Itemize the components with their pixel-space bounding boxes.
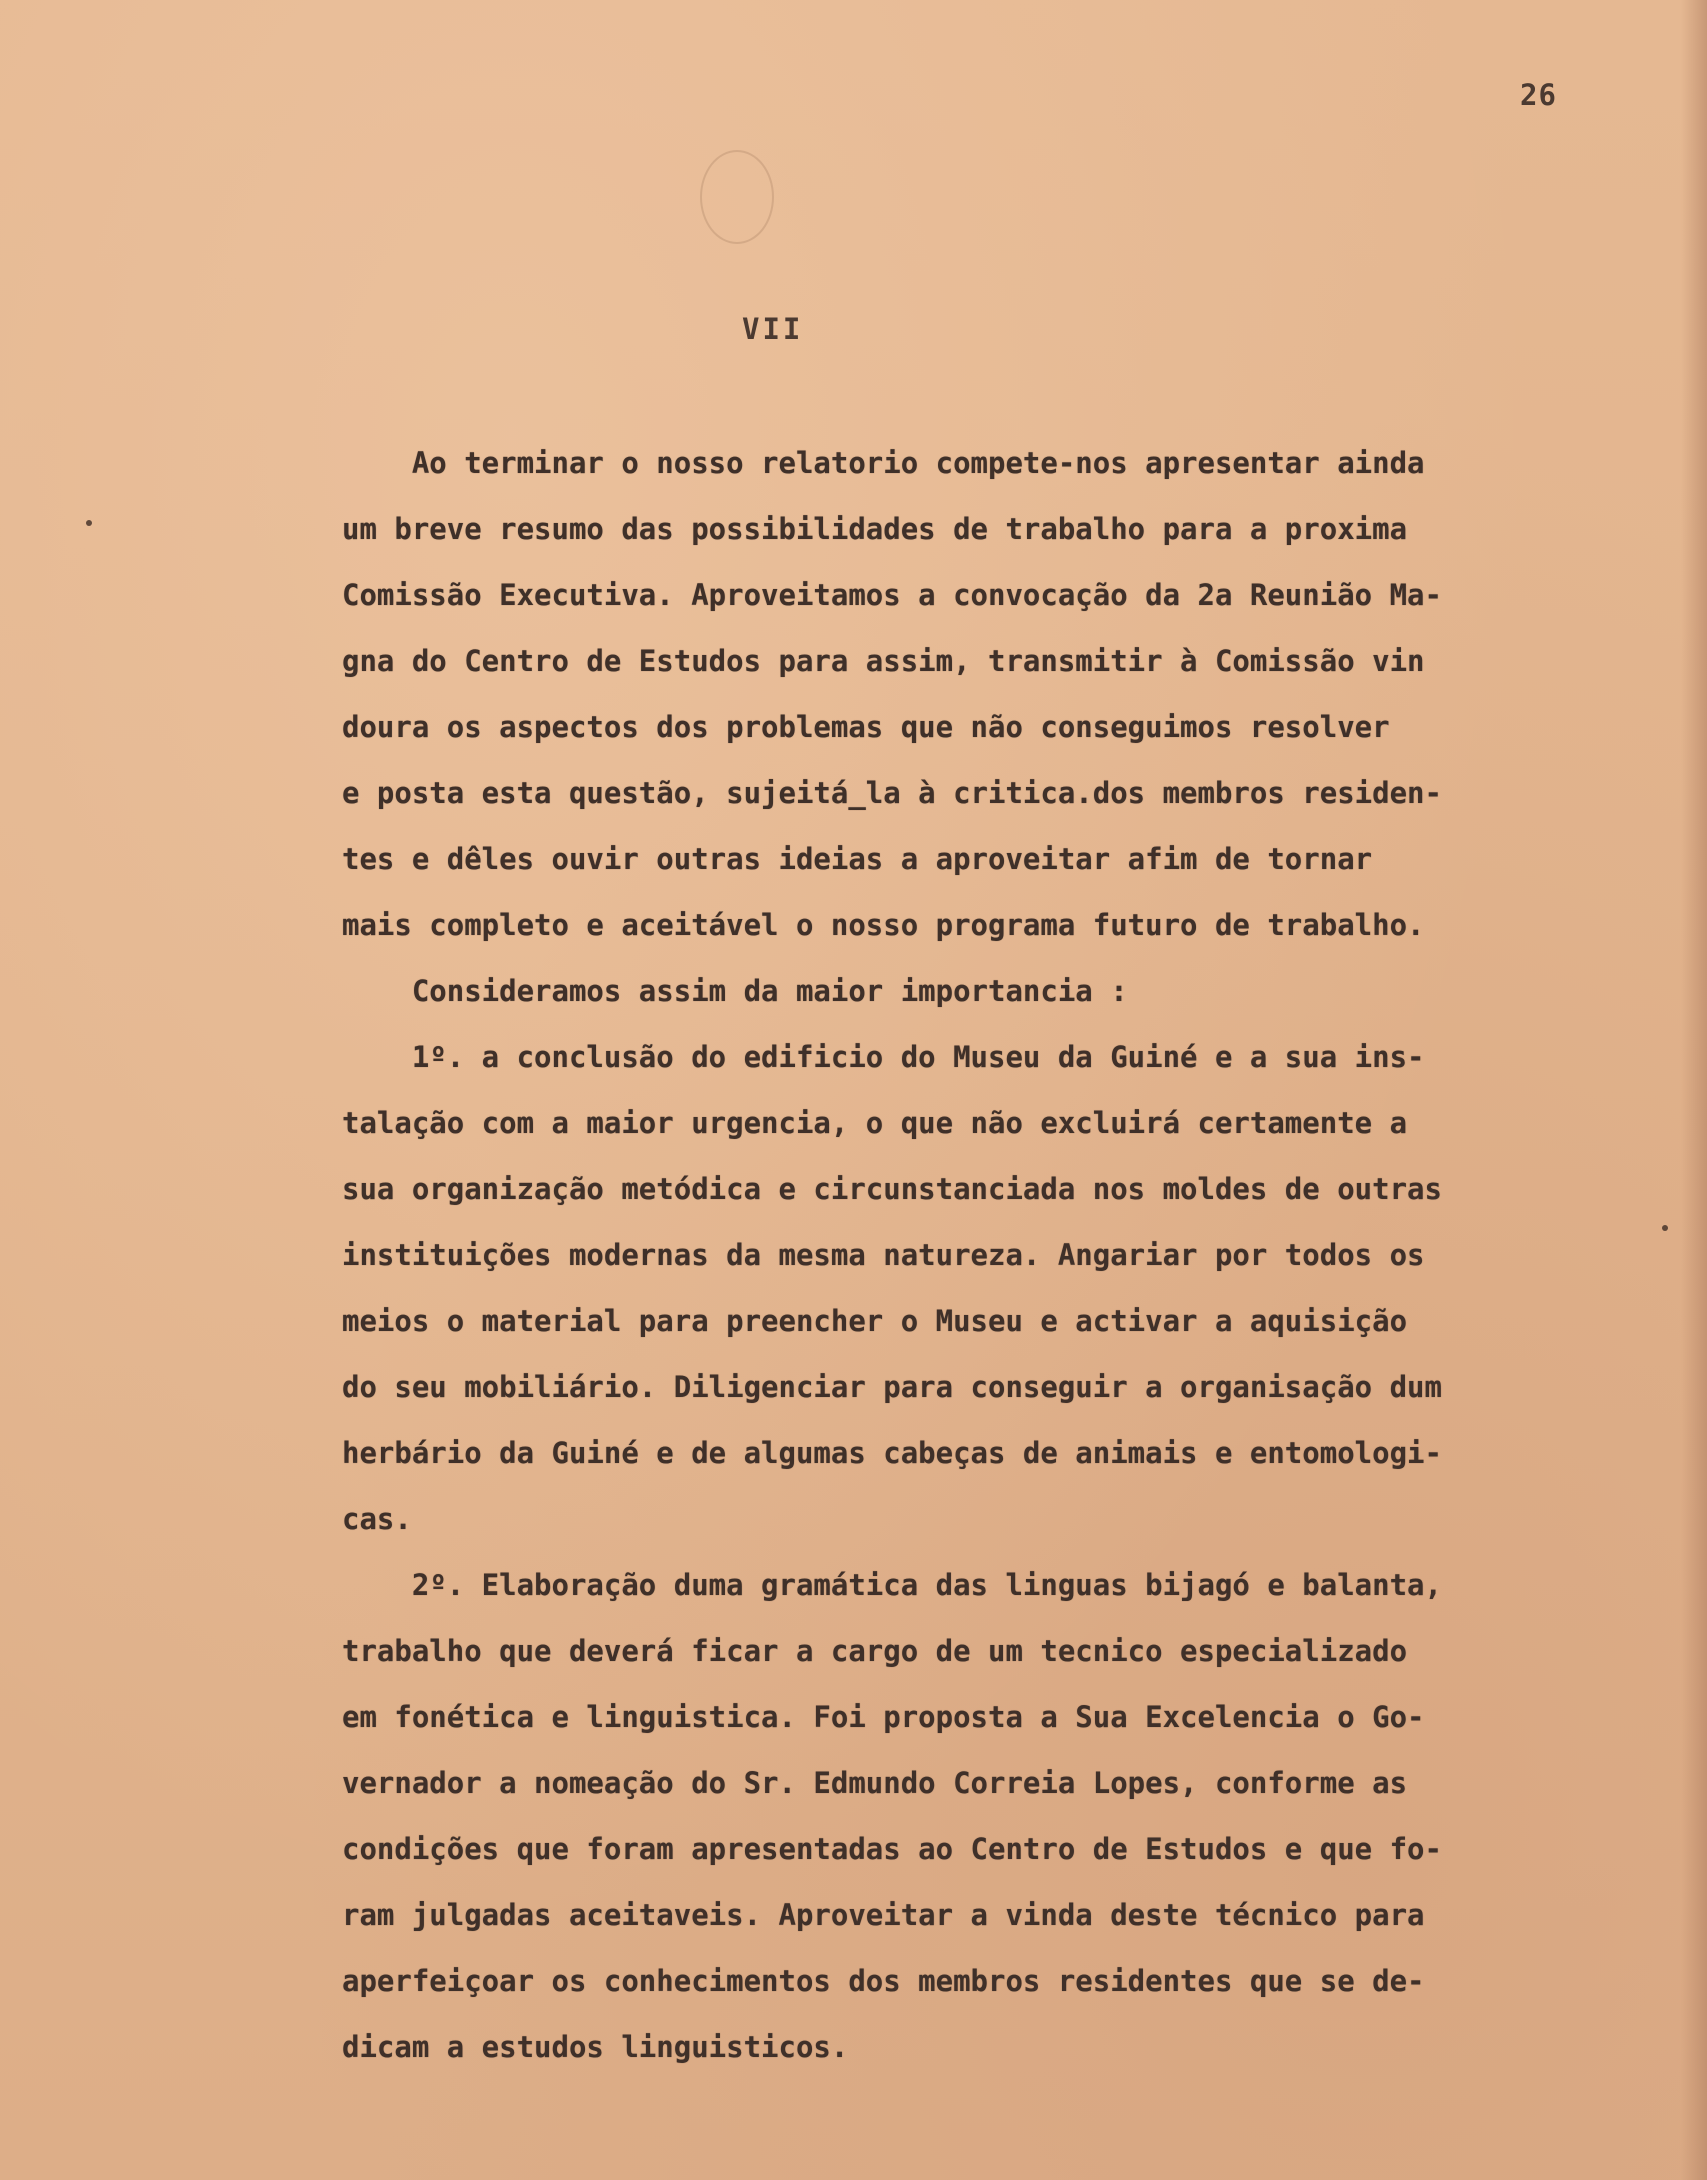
text-line: talação com a maior urgencia, o que não excluirá certamente a <box>342 1106 1408 1140</box>
paragraph-intro <box>342 430 1622 1024</box>
text-line: cas. <box>342 1502 412 1536</box>
text-line: trabalho que deverá ficar a cargo de um tecnico especializado <box>342 1634 1408 1668</box>
text-line: e posta esta questão, sujeitá_la à critica.dos membros residen- <box>342 776 1442 810</box>
text-line: meios o material para preencher o Museu e activar a aquisição <box>342 1304 1408 1338</box>
text-line: herbário da Guiné e de algumas cabeças de animais e entomologi- <box>342 1436 1442 1470</box>
text-line: condições que foram apresentadas ao Centro de Estudos e que fo- <box>342 1832 1442 1866</box>
text-line: tes e dêles ouvir outras ideias a aproveitar afim de tornar <box>342 842 1373 876</box>
text-line: ram julgadas aceitaveis. Aproveitar a vinda deste técnico para <box>342 1898 1425 1932</box>
text-line: um breve resumo das possibilidades de trabalho para a proxima <box>342 512 1408 546</box>
ink-speck <box>86 520 92 526</box>
text-line: Consideramos assim da maior importancia : <box>342 974 1128 1008</box>
ink-speck <box>1662 1225 1668 1231</box>
text-line: instituições modernas da mesma natureza. Angariar por todos os <box>342 1238 1425 1272</box>
text-line: Ao terminar o nosso relatorio compete-nos apresentar ainda <box>342 446 1425 480</box>
paragraph-item-1 <box>342 1024 1622 1542</box>
faint-stain <box>700 150 774 244</box>
text-line: em fonética e linguistica. Foi proposta a Sua Excelencia o Go- <box>342 1700 1425 1734</box>
text-line: Comissão Executiva. Aproveitamos a convocação da 2a Reunião Ma- <box>342 578 1442 612</box>
text-line: vernador a nomeação do Sr. Edmundo Correia Lopes, conforme as <box>342 1766 1408 1800</box>
text-line: doura os aspectos dos problemas que não conseguimos resolver <box>342 710 1390 744</box>
section-heading: VII <box>742 312 804 346</box>
text-line: gna do Centro de Estudos para assim, transmitir à Comissão vin <box>342 644 1425 678</box>
page-number: 26 <box>1520 78 1557 112</box>
page-edge-shadow <box>1681 0 1707 2180</box>
text-line: do seu mobiliário. Diligenciar para conseguir a organisação dum <box>342 1370 1442 1404</box>
text-line: 2º. Elaboração duma gramática das linguas bijagó e balanta, <box>342 1568 1442 1602</box>
paragraph-item-2 <box>342 1552 1622 2080</box>
text-line: mais completo e aceitável o nosso programa futuro de trabalho. <box>342 908 1425 942</box>
text-line: 1º. a conclusão do edificio do Museu da Guiné e a sua ins- <box>342 1040 1425 1074</box>
text-line: aperfeiçoar os conhecimentos dos membros residentes que se de- <box>342 1964 1425 1998</box>
text-line: dicam a estudos linguisticos. <box>342 2030 849 2064</box>
text-line: sua organização metódica e circunstanciada nos moldes de outras <box>342 1172 1442 1206</box>
